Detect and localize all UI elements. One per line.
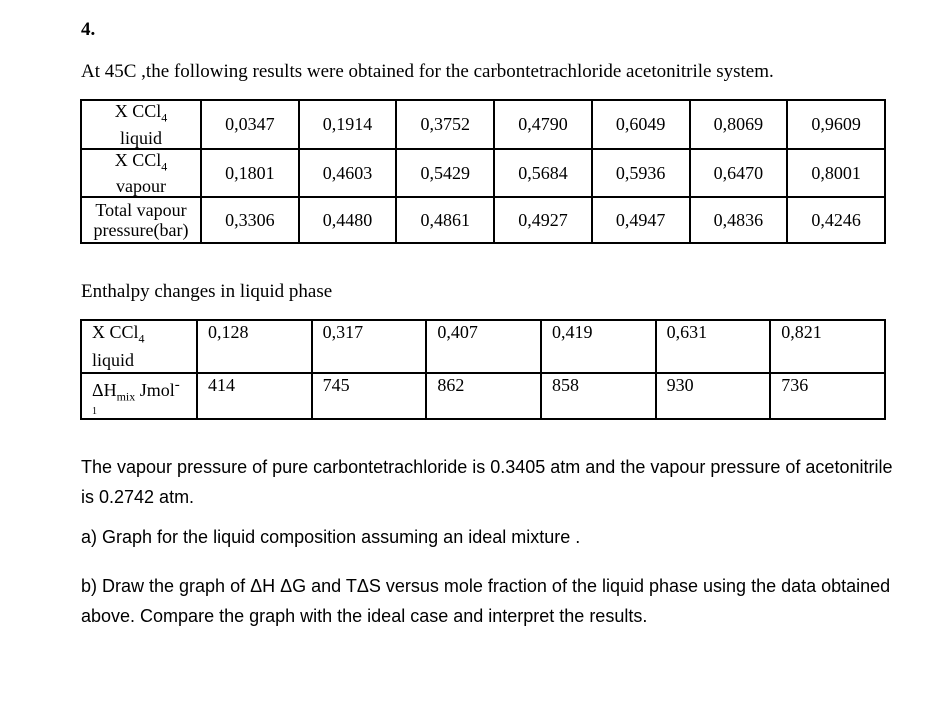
table-cell: 0,5936 (592, 149, 690, 198)
table-cell: 0,6049 (592, 100, 690, 149)
table-cell: 0,128 (197, 320, 312, 373)
part-a-text: a) Graph for the liquid composition assuming an ideal mixture . (81, 527, 581, 547)
table-cell: 0,631 (656, 320, 771, 373)
table-cell: 0,4790 (494, 100, 592, 149)
table-cell: 0,8069 (690, 100, 788, 149)
table-cell: 862 (426, 373, 541, 420)
table-cell: 0,9609 (787, 100, 885, 149)
table-cell: 0,0347 (201, 100, 299, 149)
intro-text: At 45C ,the following results were obtained for the carbontetrachloride acetonitrile system. (81, 61, 774, 82)
vapour-pressure-paragraph: The vapour pressure of pure carbontetrachloride is 0.3405 atm and the vapour pressure of acetonitrile is 0.2742 atm. (81, 457, 893, 507)
row-label: X CCl$_4$ vapour (81, 149, 201, 198)
table-cell: 0,1801 (201, 149, 299, 198)
table-cell: 0,6470 (690, 149, 788, 198)
table-cell: 0,3752 (396, 100, 494, 149)
table-cell: 0,4861 (396, 197, 494, 243)
row-label: Total vapour pressure(bar) (81, 197, 201, 243)
table-cell: 736 (770, 373, 885, 420)
table-row (81, 197, 885, 243)
table-cell: 0,3306 (201, 197, 299, 243)
table-row (81, 100, 885, 149)
part-b-text: b) Draw the graph of ΔH ΔG and TΔS versus mole fraction of the liquid phase using the data obtained above. Compare the graph with the ideal case and interpret the results. (81, 576, 891, 626)
table-cell: 0,1914 (299, 100, 397, 149)
table-cell: 0,5684 (494, 149, 592, 198)
table-cell: 0,4603 (299, 149, 397, 198)
question-number: 4. (81, 19, 96, 40)
table-cell: 858 (541, 373, 656, 420)
table-cell: 0,4246 (787, 197, 885, 243)
table-cell: 0,821 (770, 320, 885, 373)
row-label: X CCl$_4$ liquid (81, 320, 197, 373)
table-cell: 0,5429 (396, 149, 494, 198)
table-cell: 745 (312, 373, 427, 420)
table-cell: 414 (197, 373, 312, 420)
table-cell: 0,419 (541, 320, 656, 373)
vle-data-table (80, 99, 886, 244)
table-row (81, 320, 885, 373)
table-cell: 0,4836 (690, 197, 788, 243)
table-cell: 0,8001 (787, 149, 885, 198)
enthalpy-table-title: Enthalpy changes in liquid phase (81, 281, 333, 302)
table-cell: 0,407 (426, 320, 541, 373)
table-cell: 0,4927 (494, 197, 592, 243)
table-row (81, 149, 885, 198)
row-label: $\Delta H_{mix}$ Jmol- 1 (81, 373, 197, 420)
table-cell: 930 (656, 373, 771, 420)
table-cell: 0,4480 (299, 197, 397, 243)
row-label: X CCl$_4$ liquid (81, 100, 201, 149)
table-row (81, 373, 885, 420)
table-cell: 0,4947 (592, 197, 690, 243)
enthalpy-table (80, 319, 886, 420)
table-cell: 0,317 (312, 320, 427, 373)
